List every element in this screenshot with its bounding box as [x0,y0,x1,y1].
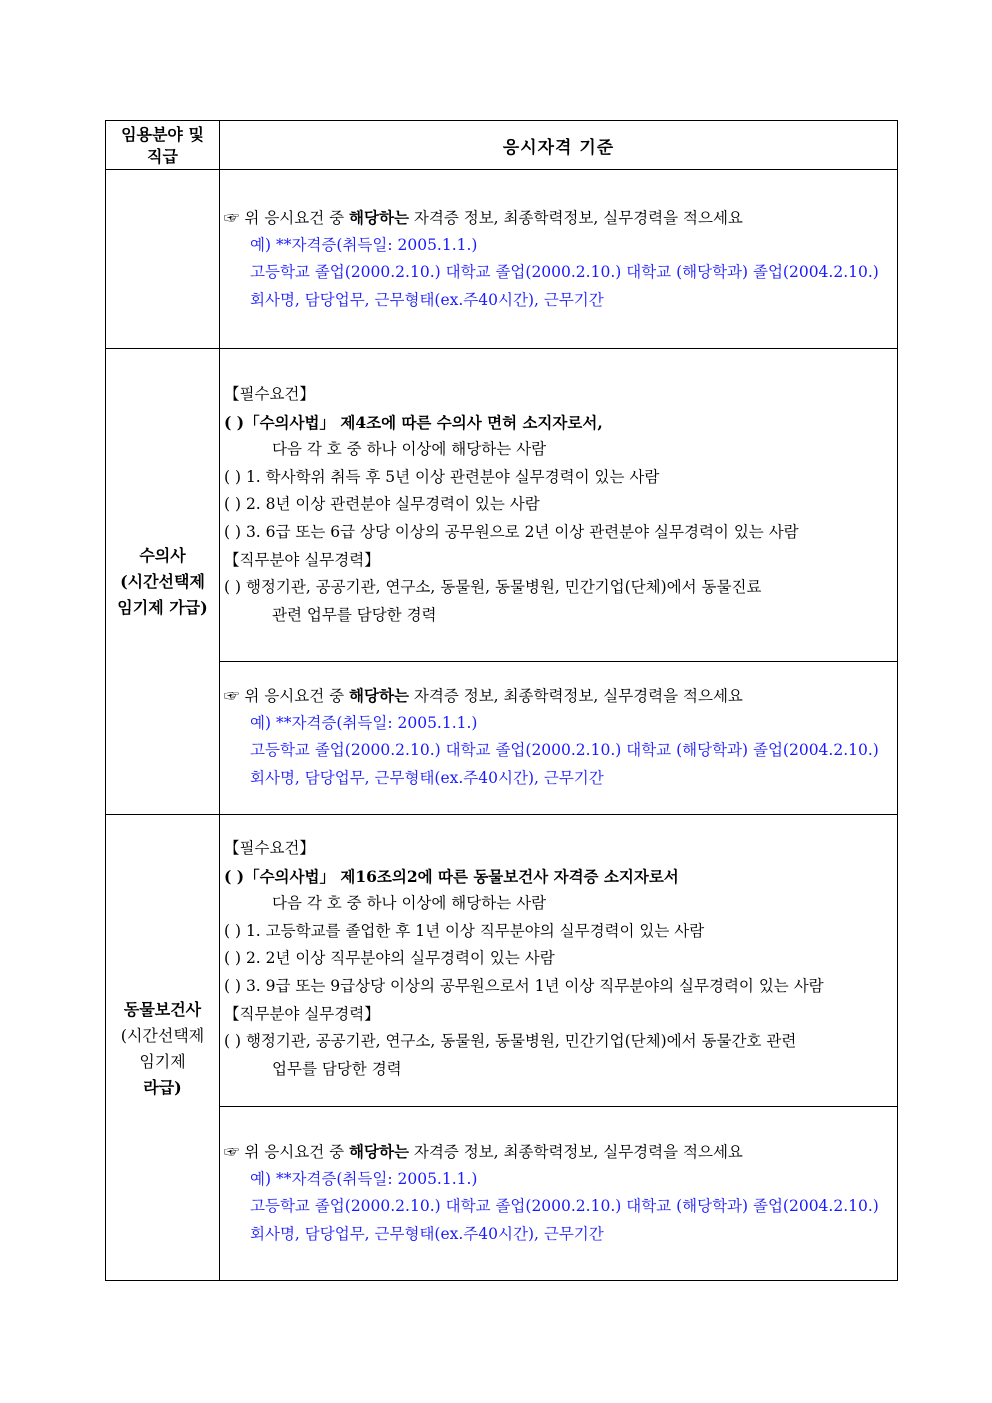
guide-example-license: 예) **자격증(취득일: 2005.1.1.) [250,1169,478,1188]
header-field-line1: 임용분야 및 [121,124,204,144]
vet-requirements [224,381,895,629]
guide-instruction: ☞ 위 응시요건 중 해당하는 자격증 정보, 최종학력정보, 실무경력을 적으세요 [224,686,743,705]
grade-veterinarian [106,349,219,814]
experience-item: ( ) 행정기관, 공공기관, 연구소, 동물원, 동물병원, 민간기업(단체)에서 동물진료 [224,578,762,597]
requirement-item: ( ) 1. 학사학위 취득 후 5년 이상 관련분야 실무경력이 있는 사람 [224,467,660,486]
guide-example-career: 회사명, 담당업무, 근무형태(ex.주40시간), 근무기간 [250,768,604,787]
requirement-item: ( ) 3. 9급 또는 9급상당 이상의 공무원으로서 1년 이상 직무분야의 실무경력이 있는 사람 [224,976,824,995]
cell-divider [219,1106,897,1107]
guide-example-career: 회사명, 담당업무, 근무형태(ex.주40시간), 근무기간 [250,1224,604,1243]
cell-divider [219,661,897,662]
grade-title: 동물보건사 [123,999,202,1019]
experience-title: 【직무분야 실무경력】 [224,550,380,569]
grade-title: 수의사 [139,545,186,565]
header-field-line2: 직급 [147,146,178,166]
guide-instruction: ☞ 위 응시요건 중 해당하는 자격증 정보, 최종학력정보, 실무경력을 적으세요 [224,208,743,227]
guide-block-top [224,204,895,314]
grade-subtitle: (시간선택제 [120,571,205,591]
guide-example-education: 고등학교 졸업(2000.2.10.) 대학교 졸업(2000.2.10.) 대학교 (해당학과) 졸업(2004.2.10.) [250,263,879,282]
grade-vet-technician [106,815,219,1282]
grade-subtitle: 라급) [143,1077,182,1097]
guide-instruction: ☞ 위 응시요건 중 해당하는 자격증 정보, 최종학력정보, 실무경력을 적으세요 [224,1142,743,1161]
experience-item: ( ) 행정기관, 공공기관, 연구소, 동물원, 동물병원, 민간기업(단체)에서 동물간호 관련 [224,1032,797,1051]
sub-intro: 다음 각 호 중 하나 이상에 해당하는 사람 [272,440,547,459]
sub-intro: 다음 각 호 중 하나 이상에 해당하는 사람 [272,894,547,913]
guide-block-vet [224,682,895,792]
guide-example-education: 고등학교 졸업(2000.2.10.) 대학교 졸업(2000.2.10.) 대학교 (해당학과) 졸업(2004.2.10.) [250,741,879,760]
required-title: 【필수요건】 [224,385,315,403]
guide-example-license: 예) **자격증(취득일: 2005.1.1.) [250,713,478,732]
requirement-item: ( ) 2. 2년 이상 직무분야의 실무경력이 있는 사람 [224,949,555,968]
grade-subtitle: (시간선택제 [120,1025,205,1045]
guide-example-license: 예) **자격증(취득일: 2005.1.1.) [250,235,478,254]
experience-title: 【직무분야 실무경력】 [224,1004,380,1023]
main-requirement: ( )「수의사법」 제4조에 따른 수의사 면허 소지자로서, [224,412,603,432]
guide-example-career: 회사명, 담당업무, 근무형태(ex.주40시간), 근무기간 [250,290,604,309]
qualification-table [105,120,898,1281]
row-divider [106,348,897,349]
header-criteria: 응시자격 기준 [502,138,615,158]
guide-example-education: 고등학교 졸업(2000.2.10.) 대학교 졸업(2000.2.10.) 대학교 (해당학과) 졸업(2004.2.10.) [250,1197,879,1216]
grade-subtitle: 임기제 [139,1051,186,1071]
grade-subtitle: 임기제 가급) [117,597,208,617]
header-field-grade [106,121,219,170]
tech-requirements [224,835,895,1083]
experience-item-cont: 업무를 담당한 경력 [272,1059,402,1078]
required-title: 【필수요건】 [224,839,315,857]
main-requirement: ( )「수의사법」 제16조의2에 따른 동물보건사 자격증 소지자로서 [224,866,679,886]
requirement-item: ( ) 1. 고등학교를 졸업한 후 1년 이상 직무분야의 실무경력이 있는 사람 [224,921,705,940]
guide-block-tech [224,1138,895,1248]
experience-item-cont: 관련 업무를 담당한 경력 [272,605,437,624]
row-divider [106,814,897,815]
requirement-item: ( ) 3. 6급 또는 6급 상당 이상의 공무원으로 2년 이상 관련분야 실무경력이 있는 사람 [224,522,799,541]
requirement-item: ( ) 2. 8년 이상 관련분야 실무경력이 있는 사람 [224,495,540,514]
